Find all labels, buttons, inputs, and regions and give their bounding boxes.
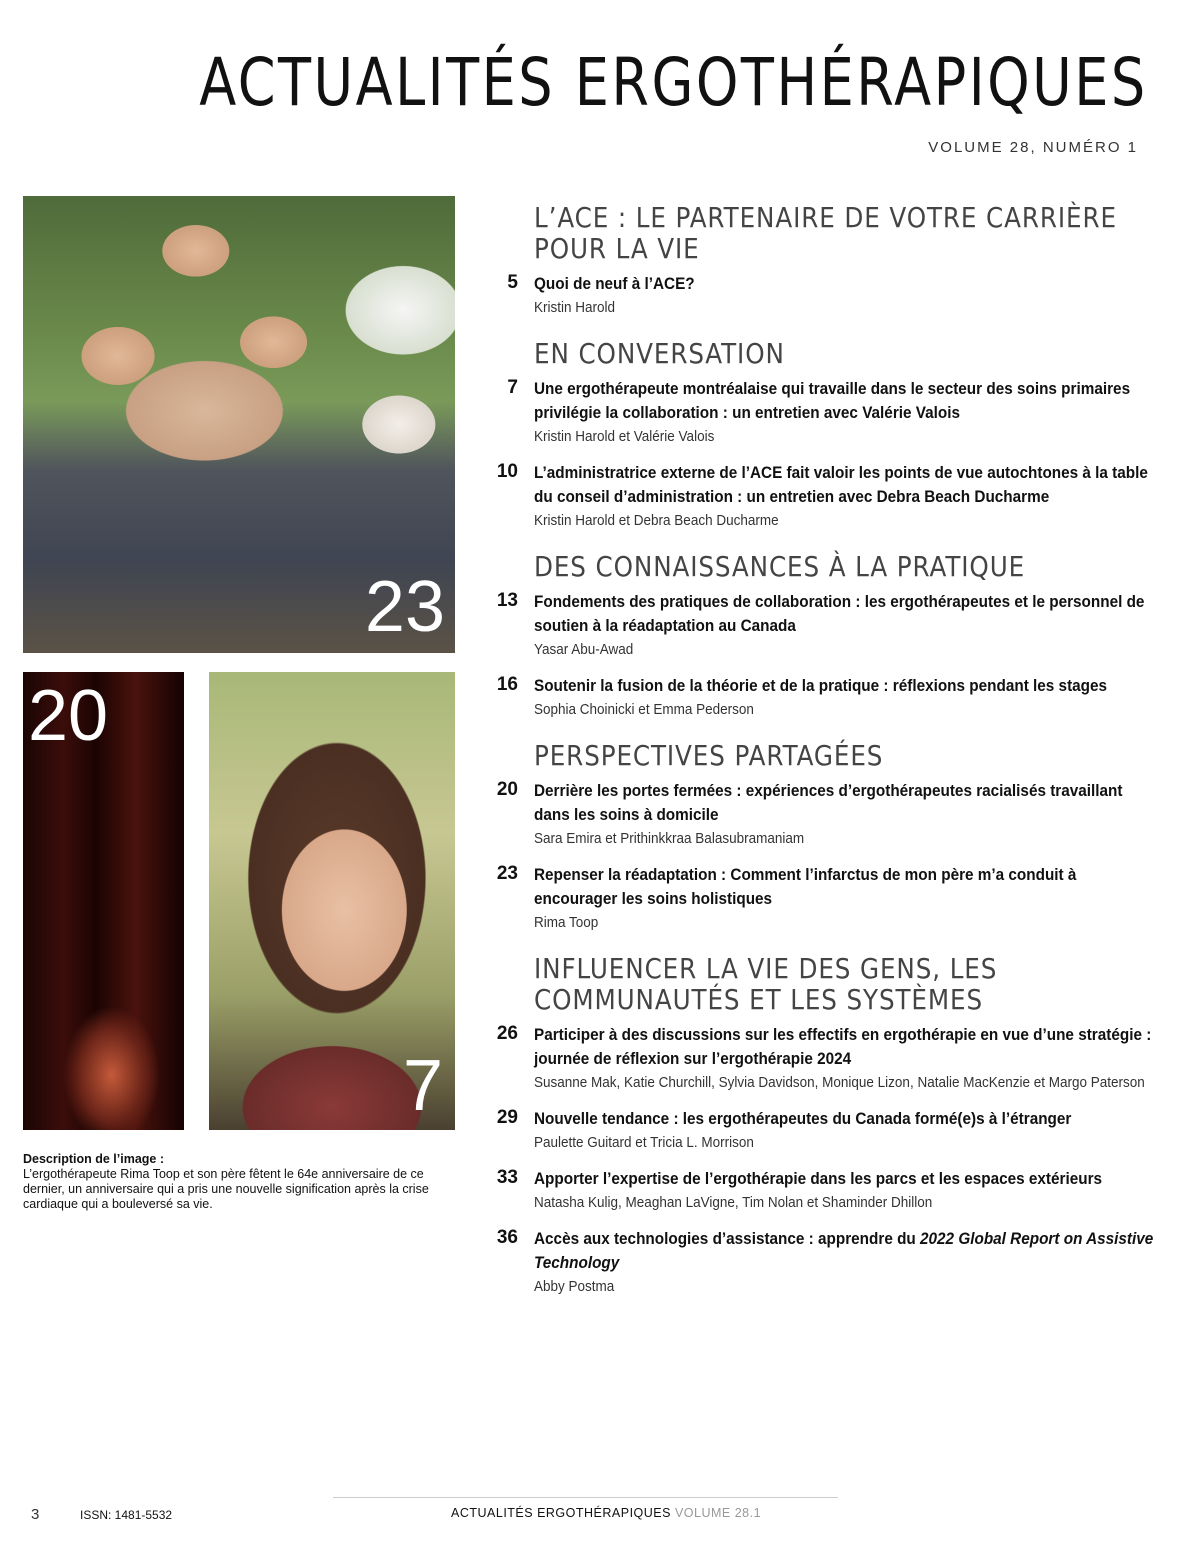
entry-title: L’administratrice externe de l’ACE fait valoir les points de vue autochtones à la table du conseil d’administration : un entretien avec Debra Beach Ducharme (534, 463, 1148, 506)
entry-author: Paulette Guitard et Tricia L. Morrison (534, 1134, 754, 1151)
section-heading: PERSPECTIVES PARTAGÉES (534, 739, 884, 772)
entry-page-number: 10 (496, 461, 518, 482)
entry-title: Apporter l’expertise de l’ergothérapie dans les parcs et les espaces extérieurs (534, 1169, 1103, 1188)
entry-author: Abby Postma (534, 1278, 615, 1295)
entry-author: Kristin Harold (534, 299, 616, 316)
page-number: 3 (31, 1506, 40, 1523)
entry-title: Nouvelle tendance : les ergothérapeutes du Canada formé(e)s à l’étranger (534, 1109, 1072, 1128)
entry-author: Rima Toop (534, 914, 599, 931)
toc-entry[interactable] (490, 1107, 1160, 1155)
entry-author: Natasha Kulig, Meaghan LaVigne, Tim Nolan et Shaminder Dhillon (534, 1194, 933, 1211)
section-heading: INFLUENCER LA VIE DES GENS, LES COMMUNAUTÉS ET LES SYSTÈMES (534, 952, 998, 1016)
entry-title (534, 1227, 1155, 1275)
toc-entry[interactable] (490, 1167, 1160, 1215)
toc-entry[interactable] (490, 461, 1160, 533)
toc-entry[interactable] (490, 779, 1160, 851)
running-volume: VOLUME 28.1 (674, 1506, 762, 1520)
entry-title-plain: Accès aux technologies d’assistance : apprendre du (534, 1229, 921, 1248)
toc-entry[interactable] (490, 1227, 1160, 1299)
caption-title: Description de l’image : (23, 1152, 165, 1166)
entry-title: Une ergothérapeute montréalaise qui travaille dans le secteur des soins primaires privilégie la collaboration : un entretien avec Valérie Valois (534, 379, 1131, 422)
entry-author: Kristin Harold et Valérie Valois (534, 428, 715, 445)
entry-title-italic: 2022 Global Report on Assistive Technology (534, 1229, 1154, 1272)
entry-title: Quoi de neuf à l’ACE? (534, 274, 695, 293)
entry-page-number: 5 (507, 272, 518, 293)
entry-title: Participer à des discussions sur les effectifs en ergothérapie en vue d’une stratégie : journée de réflexion sur l’ergothérapie 2024 (534, 1025, 1152, 1068)
table-of-contents (490, 202, 1160, 1311)
entry-page-number: 16 (496, 674, 518, 695)
issue-number: VOLUME 28, NUMÉRO 1 (928, 139, 1138, 156)
caption-text: L’ergothérapeute Rima Toop et son père fêtent le 64e anniversaire de ce dernier, un anniversaire qui a pris une nouvelle signification après la crise cardiaque qui a bouleversé sa vie. (23, 1167, 429, 1211)
issn: ISSN: 1481-5532 (80, 1508, 173, 1522)
entry-page-number: 26 (496, 1023, 518, 1044)
entry-title: Repenser la réadaptation : Comment l’infarctus de mon père m’a conduit à encourager les soins holistiques (534, 865, 1077, 908)
entry-page-number: 36 (496, 1227, 518, 1248)
curtain-photo (23, 672, 184, 1130)
entry-title: Derrière les portes fermées : expériences d’ergothérapeutes racialisés travaillant dans les soins à domicile (534, 781, 1123, 824)
running-footer (451, 1506, 761, 1520)
photo-page-number: 20 (28, 676, 109, 756)
family-photo (23, 196, 455, 653)
entry-page-number: 23 (496, 863, 518, 884)
section-heading: L’ACE : LE PARTENAIRE DE VOTRE CARRIÈRE POUR LA VIE (534, 201, 1117, 265)
entry-page-number: 20 (496, 779, 518, 800)
entry-page-number: 29 (496, 1107, 518, 1128)
entry-author: Sophia Choinicki et Emma Pederson (534, 701, 754, 718)
entry-page-number: 13 (496, 590, 518, 611)
magazine-masthead: ACTUALITÉS ERGOTHÉRAPIQUES (199, 44, 1148, 121)
portrait-photo (209, 672, 455, 1130)
entry-author: Yasar Abu-Awad (534, 641, 634, 658)
running-title: ACTUALITÉS ERGOTHÉRAPIQUES (451, 1506, 671, 1520)
toc-entry[interactable] (490, 377, 1160, 449)
entry-author: Susanne Mak, Katie Churchill, Sylvia Davidson, Monique Lizon, Natalie MacKenzie et Margo Paterson (534, 1074, 1145, 1091)
image-caption (23, 1152, 453, 1212)
entry-page-number: 7 (507, 377, 518, 398)
footer-divider (333, 1497, 838, 1498)
toc-entry[interactable] (490, 863, 1160, 935)
toc-entry[interactable] (490, 272, 1160, 320)
toc-entry[interactable] (490, 590, 1160, 662)
entry-author: Sara Emira et Prithinkkraa Balasubramaniam (534, 830, 805, 847)
toc-entry[interactable] (490, 1023, 1160, 1095)
entry-title: Fondements des pratiques de collaboration : les ergothérapeutes et le personnel de soutien à la réadaptation au Canada (534, 592, 1145, 635)
section-heading: EN CONVERSATION (534, 337, 785, 370)
entry-title: Soutenir la fusion de la théorie et de la pratique : réflexions pendant les stages (534, 676, 1108, 695)
photo-page-number: 7 (402, 1046, 443, 1126)
toc-entry[interactable] (490, 674, 1160, 722)
entry-page-number: 33 (496, 1167, 518, 1188)
photo-page-number: 23 (364, 567, 445, 647)
section-heading: DES CONNAISSANCES À LA PRATIQUE (534, 550, 1026, 583)
entry-author: Kristin Harold et Debra Beach Ducharme (534, 512, 779, 529)
